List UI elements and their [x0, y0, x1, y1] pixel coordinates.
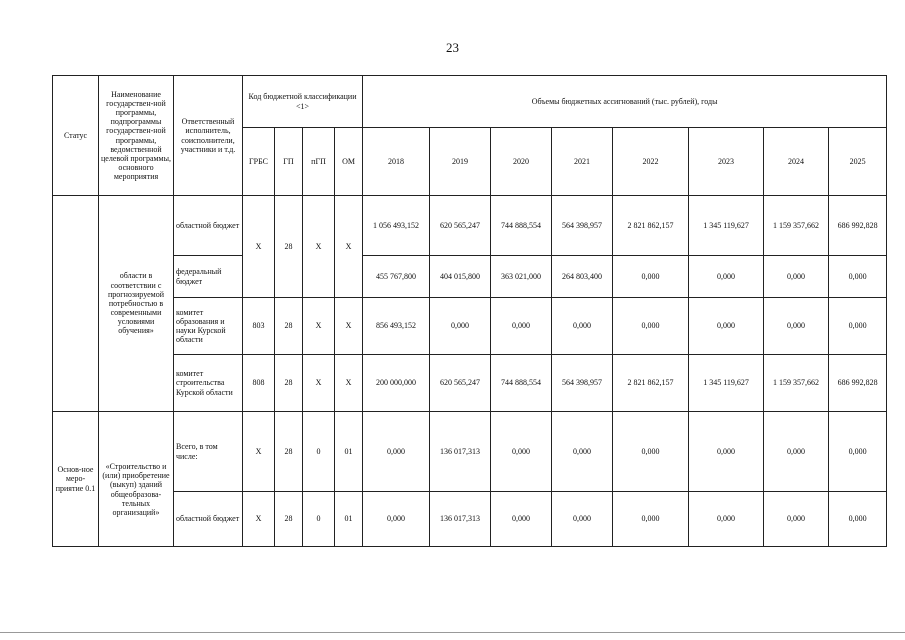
value-2024: 1 159 357,662	[764, 355, 829, 412]
code-pgp: Х	[303, 196, 335, 298]
header-year-2021: 2021	[552, 128, 613, 196]
code-pgp: 0	[303, 412, 335, 492]
table-row	[53, 355, 887, 412]
code-om: Х	[335, 196, 363, 298]
value-2025: 0,000	[829, 298, 887, 355]
header-year-2024: 2024	[764, 128, 829, 196]
value-2021: 564 398,957	[552, 196, 613, 256]
value-2019: 136 017,313	[430, 412, 491, 492]
executor-cell: федеральный бюджет	[174, 256, 243, 298]
executor-cell: областной бюджет	[174, 492, 243, 547]
value-2021: 0,000	[552, 492, 613, 547]
value-2025: 0,000	[829, 412, 887, 492]
code-gp: 28	[275, 196, 303, 298]
status-cell	[53, 196, 99, 412]
value-2018: 0,000	[363, 412, 430, 492]
value-2023: 0,000	[689, 256, 764, 298]
value-2019: 404 015,800	[430, 256, 491, 298]
code-grbs: 803	[243, 298, 275, 355]
header-year-2025: 2025	[829, 128, 887, 196]
value-2025: 686 992,828	[829, 355, 887, 412]
table-row	[53, 256, 887, 298]
value-2018: 0,000	[363, 492, 430, 547]
header-executor: Ответственный исполнитель, соисполнители, участники и т.д.	[174, 76, 243, 196]
table-row	[53, 298, 887, 355]
page-number: 23	[446, 40, 459, 55]
value-2024: 0,000	[764, 492, 829, 547]
value-2019: 620 565,247	[430, 355, 491, 412]
code-om: Х	[335, 298, 363, 355]
table-row	[53, 196, 887, 256]
header-status: Статус	[53, 76, 99, 196]
value-2021: 564 398,957	[552, 355, 613, 412]
code-om: Х	[335, 355, 363, 412]
value-2022: 0,000	[613, 412, 689, 492]
table-row	[53, 412, 887, 492]
value-2021: 0,000	[552, 298, 613, 355]
code-gp: 28	[275, 412, 303, 492]
value-2023: 0,000	[689, 412, 764, 492]
header-code-group: Код бюджетной классификации <1>	[243, 76, 363, 128]
code-om: 01	[335, 412, 363, 492]
value-2022: 2 821 862,157	[613, 355, 689, 412]
value-2020: 0,000	[491, 412, 552, 492]
code-grbs: Х	[243, 412, 275, 492]
value-2022: 0,000	[613, 492, 689, 547]
value-2019: 0,000	[430, 298, 491, 355]
code-pgp: Х	[303, 298, 335, 355]
page-bottom-divider	[0, 632, 905, 633]
header-code-grbs: ГРБС	[243, 128, 275, 196]
executor-cell: комитет образования и науки Курской области	[174, 298, 243, 355]
code-om: 01	[335, 492, 363, 547]
executor-cell: Всего, в том числе:	[174, 412, 243, 492]
value-2018: 856 493,152	[363, 298, 430, 355]
value-2020: 744 888,554	[491, 196, 552, 256]
program-name: области в соответствии с прогнозируемой потребностью в современными условиями обучения»	[99, 196, 174, 412]
header-year-2022: 2022	[613, 128, 689, 196]
value-2024: 1 159 357,662	[764, 196, 829, 256]
status-cell: Основ-ное меро-приятие 0.1	[53, 412, 99, 547]
value-2024: 0,000	[764, 412, 829, 492]
code-pgp: 0	[303, 492, 335, 547]
value-2025: 686 992,828	[829, 196, 887, 256]
value-2022: 0,000	[613, 256, 689, 298]
code-grbs: 808	[243, 355, 275, 412]
value-2021: 264 803,400	[552, 256, 613, 298]
value-2022: 2 821 862,157	[613, 196, 689, 256]
value-2023: 0,000	[689, 492, 764, 547]
header-year-2020: 2020	[491, 128, 552, 196]
value-2023: 0,000	[689, 298, 764, 355]
code-pgp: Х	[303, 355, 335, 412]
value-2022: 0,000	[613, 298, 689, 355]
header-code-pgp: пГП	[303, 128, 335, 196]
value-2020: 0,000	[491, 492, 552, 547]
value-2021: 0,000	[552, 412, 613, 492]
header-code-om: ОМ	[335, 128, 363, 196]
value-2020: 363 021,000	[491, 256, 552, 298]
budget-allocation-table	[52, 75, 887, 547]
header-name: Наименование государствен-ной программы, подпрограммы государствен-ной программы, ведомственной целевой программы, основного мероприятия	[99, 76, 174, 196]
value-2023: 1 345 119,627	[689, 196, 764, 256]
code-grbs: Х	[243, 492, 275, 547]
header-volume-group: Объемы бюджетных ассигнований (тыс. рублей), годы	[363, 76, 887, 128]
header-year-2019: 2019	[430, 128, 491, 196]
code-grbs: Х	[243, 196, 275, 298]
value-2020: 744 888,554	[491, 355, 552, 412]
header-year-2023: 2023	[689, 128, 764, 196]
value-2019: 620 565,247	[430, 196, 491, 256]
code-gp: 28	[275, 492, 303, 547]
code-gp: 28	[275, 355, 303, 412]
value-2018: 455 767,800	[363, 256, 430, 298]
executor-cell: областной бюджет	[174, 196, 243, 256]
value-2019: 136 017,313	[430, 492, 491, 547]
program-name: «Строительство и (или) приобретение (выкуп) зданий общеобразова-тельных организаций»	[99, 412, 174, 547]
table-row	[53, 492, 887, 547]
value-2024: 0,000	[764, 256, 829, 298]
value-2024: 0,000	[764, 298, 829, 355]
code-gp: 28	[275, 298, 303, 355]
value-2025: 0,000	[829, 256, 887, 298]
value-2018: 1 056 493,152	[363, 196, 430, 256]
value-2020: 0,000	[491, 298, 552, 355]
header-year-2018: 2018	[363, 128, 430, 196]
value-2023: 1 345 119,627	[689, 355, 764, 412]
value-2025: 0,000	[829, 492, 887, 547]
value-2018: 200 000,000	[363, 355, 430, 412]
header-code-gp: ГП	[275, 128, 303, 196]
executor-cell: комитет строительства Курской области	[174, 355, 243, 412]
